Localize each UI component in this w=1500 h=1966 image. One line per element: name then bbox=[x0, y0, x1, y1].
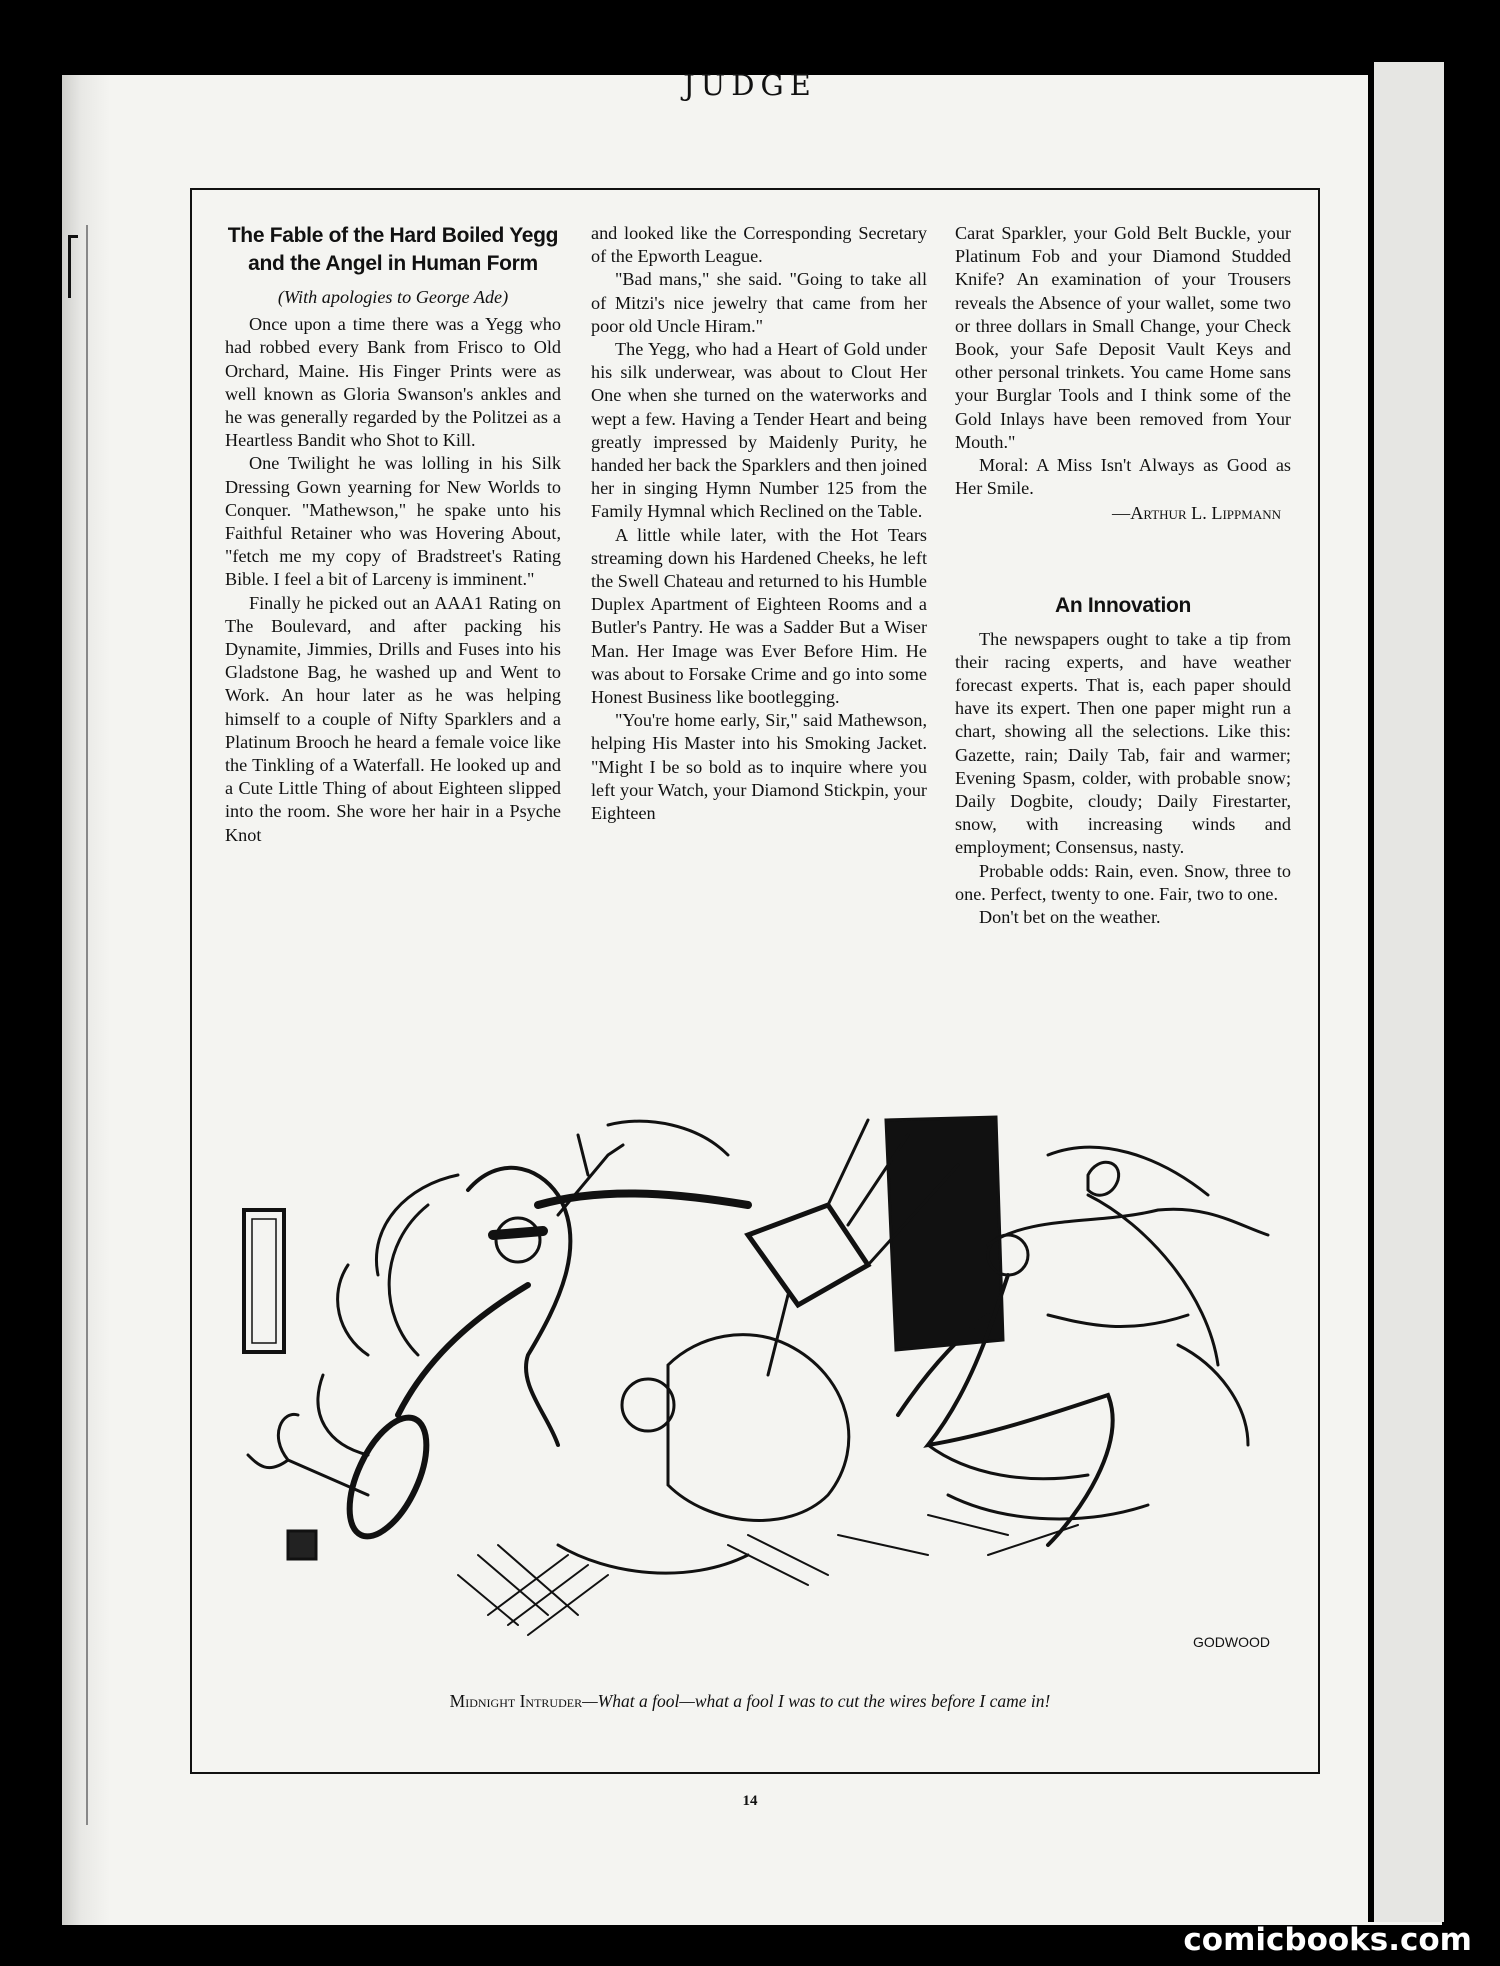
paragraph: Don't bet on the weather. bbox=[979, 907, 1161, 928]
motion-line bbox=[318, 1265, 368, 1455]
chair-leg bbox=[768, 1295, 788, 1375]
site-watermark: comicbooks.com bbox=[1183, 1922, 1472, 1958]
paragraph: "Bad mans," she said. "Going to take all of Mitzi's nice jewelry that came from her poor old Uncle Hiram." bbox=[591, 269, 927, 336]
paragraph: Carat Sparkler, your Gold Belt Buckle, your Platinum Fob and your Diamond Studded Knife? An examination of your Trousers reveals the Absence of your wallet, some two or three dollars in Small Change, your Check Book, your Safe Deposit Vault Keys and other personal trinkets. You came Home sans your Burglar Tools and I think some of the Gold Inlays have been removed from Your Mouth." bbox=[955, 223, 1291, 452]
motion-line bbox=[389, 1205, 428, 1355]
wall-outlet bbox=[288, 1531, 316, 1559]
paragraph: The newspapers ought to take a tip from their racing experts, and have weather forecast experts. That is, each paper should have its expert. Then one paper might run a chart, showing all the selections. Like this: Gazette, rain; Daily Tab, fair and warmer; Evening Spasm, colder, with probable snow; Daily Dogbite, cloudy; Daily Firestarter, snow, with increasing winds and employment; Consensus, nasty. bbox=[955, 628, 1291, 858]
cartoon-illustration bbox=[228, 1115, 1291, 1675]
bird bbox=[1088, 1162, 1119, 1195]
motion-line bbox=[608, 1121, 728, 1155]
woman-hair-streaming bbox=[988, 1209, 1268, 1245]
rug-edge bbox=[558, 1545, 748, 1573]
intruder-body bbox=[468, 1168, 570, 1445]
motion-line bbox=[1088, 1195, 1218, 1365]
chair-leg bbox=[828, 1120, 868, 1205]
paragraph: One Twilight he was lolling in his Silk Dressing Gown yearning for New Worlds to Conquer. "Mathewson," he spake unto his Faithful Retainer who was Hovering About, "fetch me my copy of Bradstreet's Rating Bible. I feel a bit of Larceny is imminent." bbox=[225, 453, 561, 590]
article-subtitle: (With apologies to George Ade) bbox=[277, 287, 509, 307]
paragraph: Finally he picked out an AAA1 Rating on The Boulevard, and after packing his Dynamite, Jimmies, Drills and Fuses into his Gladstone Bag, he washed up and Went to Work. An hour later as he was helping himself to a couple of Nifty Sparklers and a Platinum Brooch he heard a female voice like the Tinkling of a Waterfall. He looked up and a Cute Little Thing of about Eighteen slipped into the room. She wore her hair in a Psyche Knot bbox=[225, 592, 561, 845]
article-title: An Innovation bbox=[1054, 593, 1192, 617]
motion-line bbox=[1178, 1345, 1248, 1445]
butler-head bbox=[622, 1379, 674, 1431]
caption-speaker: Midnight Intruder bbox=[449, 1691, 583, 1711]
paragraph: Probable odds: Rain, even. Snow, three to one. Perfect, twenty to one. Fair, two to one. bbox=[955, 860, 1291, 904]
motion-line bbox=[1048, 1147, 1208, 1195]
column-3 bbox=[955, 222, 1291, 929]
intruder-arm bbox=[398, 1285, 528, 1415]
overturned-table-top bbox=[334, 1406, 442, 1547]
floor-hatching bbox=[728, 1515, 1078, 1585]
moral: Moral: A Miss Isn't Always as Good as Her Smile. bbox=[955, 455, 1291, 499]
column-1 bbox=[225, 222, 561, 847]
paragraph: A little while later, with the Hot Tears streaming down his Hardened Cheeks, he left the Swell Chateau and returned to his Humble Duplex Apartment of Eighteen Rooms and a Butler's Pantry. He was a Sadder But a Wiser Man. Her Image was Ever Before Him. He was about to Forsake Crime and go into some Honest Business like bootlegging. bbox=[591, 524, 927, 708]
margin-mark bbox=[68, 235, 78, 298]
gutter-line bbox=[86, 225, 88, 1825]
column-2 bbox=[591, 222, 927, 825]
artist-signature: GODWOOD bbox=[1193, 1634, 1270, 1650]
masthead: JUDGE bbox=[683, 68, 817, 102]
intruder-mask bbox=[493, 1231, 543, 1235]
motion-line bbox=[928, 1445, 1148, 1519]
caption-text: —What a fool—what a fool I was to cut the wires before I came in! bbox=[582, 1691, 1051, 1711]
wall-picture bbox=[244, 1210, 284, 1352]
paragraph: and looked like the Corresponding Secretary of the Epworth League. bbox=[591, 223, 927, 267]
woman-arm bbox=[1048, 1315, 1188, 1327]
intruder-hand bbox=[558, 1135, 623, 1215]
wall-picture-inner bbox=[252, 1219, 276, 1343]
paragraph: "You're home early, Sir," said Mathewson, helping His Master into his Smoking Jacket. "Might I be so bold as to inquire where you left your Watch, your Diamond Stickpin, your Eighteen bbox=[591, 710, 927, 824]
paragraph: The Yegg, who had a Heart of Gold under his silk underwear, was about to Clout Her One when she turned on the waterworks and wept a few. Having a Tender Heart and being greatly impressed by Maidenly Purity, he handed her back the Sparklers and then joined her in singing Hymn Number 125 from the Family Hymnal which Reclined on the Table. bbox=[591, 339, 927, 522]
cartoon-caption bbox=[300, 1690, 1200, 1713]
butler-body bbox=[668, 1335, 849, 1521]
article-title: The Fable of the Hard Boiled Yegg and the Angel in Human Form bbox=[227, 224, 559, 275]
page-number: 14 bbox=[742, 1793, 758, 1809]
intruder-head bbox=[496, 1218, 540, 1262]
facing-page-edge bbox=[1368, 62, 1444, 1922]
cartoon-ink bbox=[244, 1117, 1268, 1635]
author-signature: —Arthur L. Lippmann bbox=[1112, 503, 1281, 524]
motion-line bbox=[376, 1175, 458, 1275]
paragraph: Once upon a time there was a Yegg who had robbed every Bank from Frisco to Old Orchard, Maine. His Finger Prints were as well known as Gloria Swanson's ankles and he was generally regarded by the Politzei as a Heartless Bandit who Shot to Kill. bbox=[225, 314, 561, 451]
